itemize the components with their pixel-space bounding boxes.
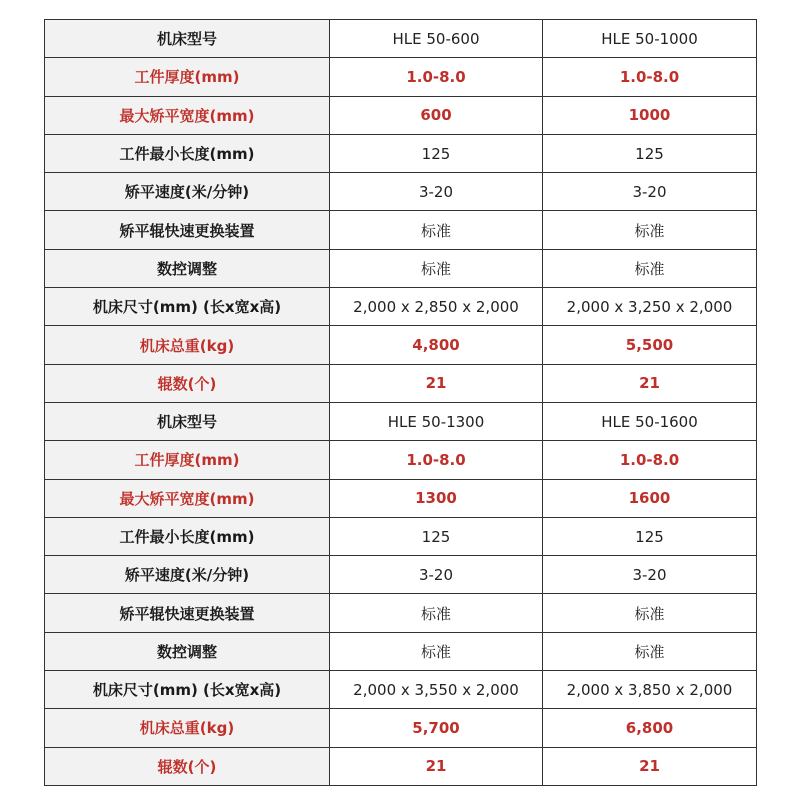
row-label: 最大矫平宽度(mm) — [45, 479, 330, 517]
value-col-1: 2,000 x 2,850 x 2,000 — [330, 288, 543, 326]
table-row — [45, 134, 757, 172]
table-row — [45, 364, 757, 402]
value-col-1: 1300 — [330, 479, 543, 517]
row-label: 数控调整 — [45, 632, 330, 670]
value-col-2: 3-20 — [543, 556, 757, 594]
table-row — [45, 173, 757, 211]
value-col-1: 标准 — [330, 249, 543, 287]
table-row — [45, 402, 757, 440]
value-col-2: 21 — [543, 364, 757, 402]
value-col-1: 21 — [330, 747, 543, 785]
value-col-1: 3-20 — [330, 556, 543, 594]
table-row — [45, 594, 757, 632]
table-row — [45, 249, 757, 287]
value-col-1: 2,000 x 3,550 x 2,000 — [330, 671, 543, 709]
row-label: 工件厚度(mm) — [45, 441, 330, 479]
value-col-2: 1.0-8.0 — [543, 58, 757, 96]
value-col-1: 标准 — [330, 594, 543, 632]
value-col-1: 21 — [330, 364, 543, 402]
row-label: 矫平辊快速更换装置 — [45, 594, 330, 632]
value-col-2: 125 — [543, 134, 757, 172]
table-row — [45, 441, 757, 479]
value-col-2: HLE 50-1600 — [543, 402, 757, 440]
value-col-1: 标准 — [330, 211, 543, 249]
table-row — [45, 709, 757, 747]
table-row — [45, 479, 757, 517]
value-col-2: HLE 50-1000 — [543, 20, 757, 58]
value-col-2: 5,500 — [543, 326, 757, 364]
value-col-1: HLE 50-1300 — [330, 402, 543, 440]
table-row — [45, 556, 757, 594]
value-col-1: 5,700 — [330, 709, 543, 747]
value-col-1: 4,800 — [330, 326, 543, 364]
value-col-1: 标准 — [330, 632, 543, 670]
value-col-2: 1600 — [543, 479, 757, 517]
row-label: 工件最小长度(mm) — [45, 134, 330, 172]
value-col-2: 标准 — [543, 632, 757, 670]
table-row — [45, 747, 757, 785]
value-col-1: 3-20 — [330, 173, 543, 211]
row-label: 工件厚度(mm) — [45, 58, 330, 96]
row-label: 机床型号 — [45, 20, 330, 58]
table-row — [45, 96, 757, 134]
row-label: 矫平速度(米/分钟) — [45, 556, 330, 594]
value-col-2: 标准 — [543, 594, 757, 632]
row-label: 机床尺寸(mm) (长x宽x高) — [45, 671, 330, 709]
row-label: 辊数(个) — [45, 747, 330, 785]
value-col-1: 600 — [330, 96, 543, 134]
value-col-2: 6,800 — [543, 709, 757, 747]
row-label: 工件最小长度(mm) — [45, 517, 330, 555]
spec-table — [44, 19, 757, 786]
value-col-2: 1.0-8.0 — [543, 441, 757, 479]
row-label: 机床总重(kg) — [45, 709, 330, 747]
table-row — [45, 326, 757, 364]
row-label: 数控调整 — [45, 249, 330, 287]
row-label: 最大矫平宽度(mm) — [45, 96, 330, 134]
table-row — [45, 288, 757, 326]
row-label: 机床尺寸(mm) (长x宽x高) — [45, 288, 330, 326]
value-col-2: 125 — [543, 517, 757, 555]
value-col-1: HLE 50-600 — [330, 20, 543, 58]
value-col-1: 125 — [330, 517, 543, 555]
value-col-1: 1.0-8.0 — [330, 441, 543, 479]
table-row — [45, 517, 757, 555]
table-row — [45, 20, 757, 58]
row-label: 辊数(个) — [45, 364, 330, 402]
table-row — [45, 671, 757, 709]
value-col-2: 2,000 x 3,250 x 2,000 — [543, 288, 757, 326]
table-row — [45, 211, 757, 249]
value-col-2: 21 — [543, 747, 757, 785]
value-col-1: 1.0-8.0 — [330, 58, 543, 96]
value-col-1: 125 — [330, 134, 543, 172]
row-label: 机床型号 — [45, 402, 330, 440]
table-row — [45, 58, 757, 96]
value-col-2: 2,000 x 3,850 x 2,000 — [543, 671, 757, 709]
table-row — [45, 632, 757, 670]
value-col-2: 标准 — [543, 211, 757, 249]
value-col-2: 3-20 — [543, 173, 757, 211]
value-col-2: 1000 — [543, 96, 757, 134]
row-label: 矫平速度(米/分钟) — [45, 173, 330, 211]
row-label: 矫平辊快速更换装置 — [45, 211, 330, 249]
value-col-2: 标准 — [543, 249, 757, 287]
spec-table-body — [45, 20, 757, 786]
row-label: 机床总重(kg) — [45, 326, 330, 364]
